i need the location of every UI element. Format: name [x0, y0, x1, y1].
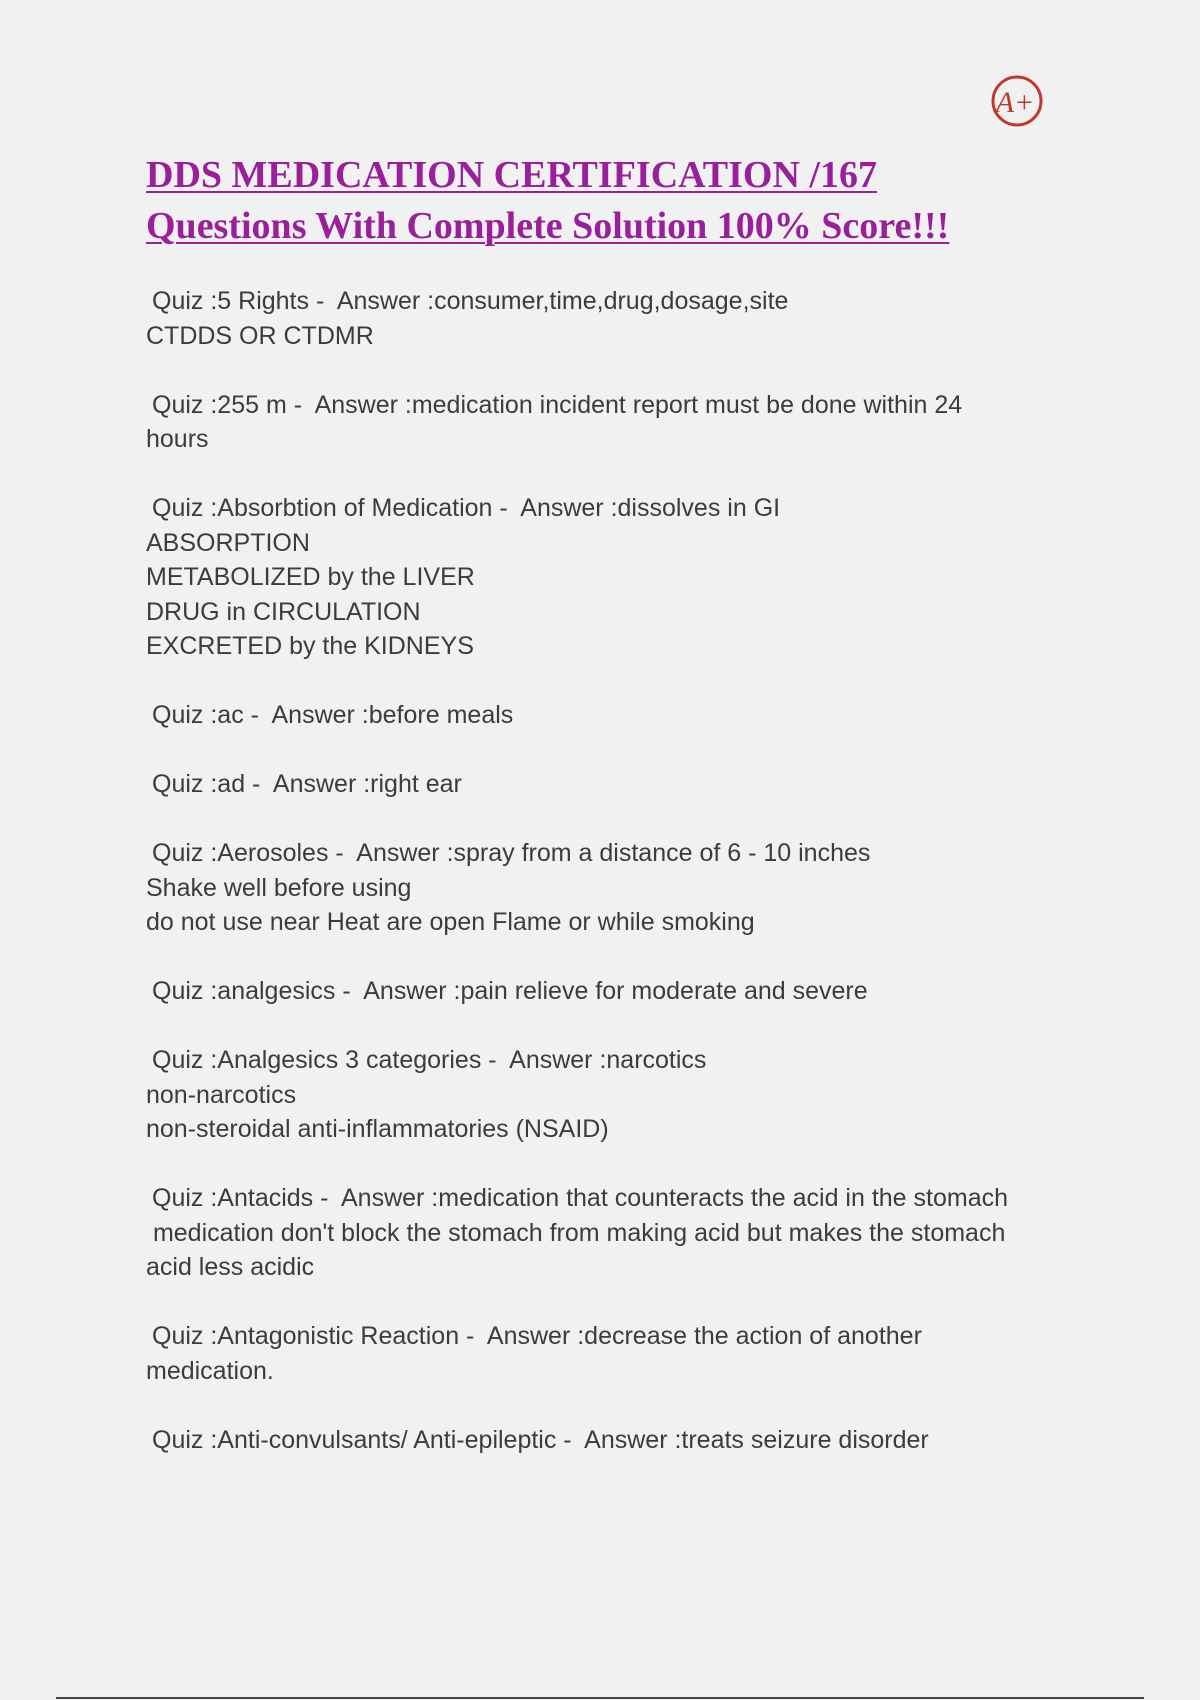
- qa-item: [146, 491, 1076, 664]
- qa-question: Quiz :Aerosoles: [152, 839, 329, 867]
- document-title: [146, 150, 1076, 252]
- qa-question: Quiz :Antacids: [152, 1184, 314, 1212]
- qa-answer-line: CTDDS OR CTDMR: [146, 321, 374, 350]
- qa-question-line: [146, 698, 1076, 733]
- qa-answer: Answer :decrease the action of another: [486, 1322, 922, 1350]
- qa-answer: Answer :narcotics: [509, 1046, 707, 1074]
- qa-answer-line: non-steroidal anti-inflammatories (NSAID): [146, 1115, 609, 1143]
- qa-list: [146, 284, 1076, 1492]
- qa-separator: -: [243, 701, 272, 729]
- title-line-2: Questions With Complete Solution 100% Score!!!: [146, 205, 950, 247]
- qa-question-line: [146, 974, 1076, 1009]
- qa-item: [146, 767, 1076, 802]
- qa-item: [146, 1043, 1076, 1147]
- qa-answer: Answer :medication that counteracts the acid in the stomach: [340, 1184, 1009, 1212]
- qa-separator: -: [459, 1322, 487, 1350]
- qa-separator: -: [309, 287, 337, 315]
- qa-separator: -: [328, 839, 357, 867]
- qa-item: [146, 698, 1076, 733]
- qa-answer: Answer :before meals: [271, 701, 514, 729]
- qa-separator: -: [245, 770, 273, 798]
- qa-answer-line: Shake well before using: [146, 873, 412, 902]
- qa-separator: -: [335, 977, 364, 1005]
- qa-answer-line: do not use near Heat are open Flame or while smoking: [146, 908, 755, 936]
- qa-question: Quiz :Absorbtion of Medication: [152, 494, 493, 522]
- qa-question: Quiz :Analgesics 3 categories: [152, 1046, 482, 1074]
- qa-separator: -: [556, 1425, 585, 1454]
- qa-answer-line: METABOLIZED by the LIVER: [146, 563, 475, 591]
- qa-question: Quiz :ac: [152, 701, 244, 729]
- qa-question-line: [146, 1181, 1076, 1216]
- qa-question: Quiz :Antagonistic Reaction: [152, 1322, 460, 1350]
- qa-separator: -: [313, 1184, 341, 1212]
- qa-question: Quiz :5 Rights: [152, 287, 310, 315]
- qa-answer: Answer :dissolves in GI: [520, 494, 781, 522]
- qa-answer-line: acid less acidic: [146, 1253, 315, 1281]
- a-plus-grade-icon: [990, 74, 1044, 128]
- qa-answer: Answer :consumer,time,drug,dosage,site: [336, 287, 789, 315]
- qa-item: [146, 1423, 1076, 1458]
- title-line-1: DDS MEDICATION CERTIFICATION /167: [146, 154, 877, 196]
- qa-answer-line: EXCRETED by the KIDNEYS: [146, 632, 474, 660]
- qa-item: [146, 1181, 1076, 1285]
- qa-question-line: [146, 284, 1076, 319]
- qa-question-line: [146, 1043, 1076, 1078]
- qa-item: [146, 388, 1076, 457]
- qa-answer-line: non-narcotics: [146, 1080, 297, 1109]
- qa-question-line: [146, 1319, 1076, 1354]
- qa-separator: -: [481, 1046, 510, 1074]
- qa-question: Quiz :analgesics: [152, 977, 336, 1005]
- qa-question-line: [146, 491, 1076, 526]
- qa-answer: Answer :treats seizure disorder: [584, 1425, 929, 1454]
- page-footer-rule: [56, 1697, 1144, 1699]
- badge-text: A+: [995, 86, 1035, 119]
- qa-question-line: [146, 388, 1076, 423]
- qa-separator: -: [492, 494, 521, 522]
- qa-question: Quiz :ad: [152, 770, 246, 798]
- qa-item: [146, 284, 1076, 353]
- qa-answer-line: medication don't block the stomach from making acid but makes the stomach: [146, 1218, 1006, 1247]
- qa-answer: Answer :spray from a distance of 6 - 10 inches: [356, 839, 871, 867]
- qa-question: Quiz :255 m: [152, 390, 287, 419]
- qa-question-line: [146, 836, 1076, 871]
- qa-answer-line: ABSORPTION: [146, 528, 310, 557]
- qa-item: [146, 974, 1076, 1009]
- qa-answer: Answer :pain relieve for moderate and severe: [363, 977, 868, 1005]
- qa-answer: Answer :medication incident report must be done within 24: [314, 390, 963, 419]
- qa-answer: Answer :right ear: [272, 770, 462, 798]
- qa-item: [146, 836, 1076, 940]
- qa-answer-line: hours: [146, 425, 209, 453]
- qa-question: Quiz :Anti-convulsants/ Anti-epileptic: [152, 1425, 557, 1454]
- qa-answer-line: DRUG in CIRCULATION: [146, 597, 421, 626]
- qa-answer-line: medication.: [146, 1356, 274, 1385]
- qa-separator: -: [286, 390, 315, 419]
- qa-question-line: [146, 767, 1076, 802]
- qa-question-line: [146, 1423, 1076, 1458]
- qa-item: [146, 1319, 1076, 1388]
